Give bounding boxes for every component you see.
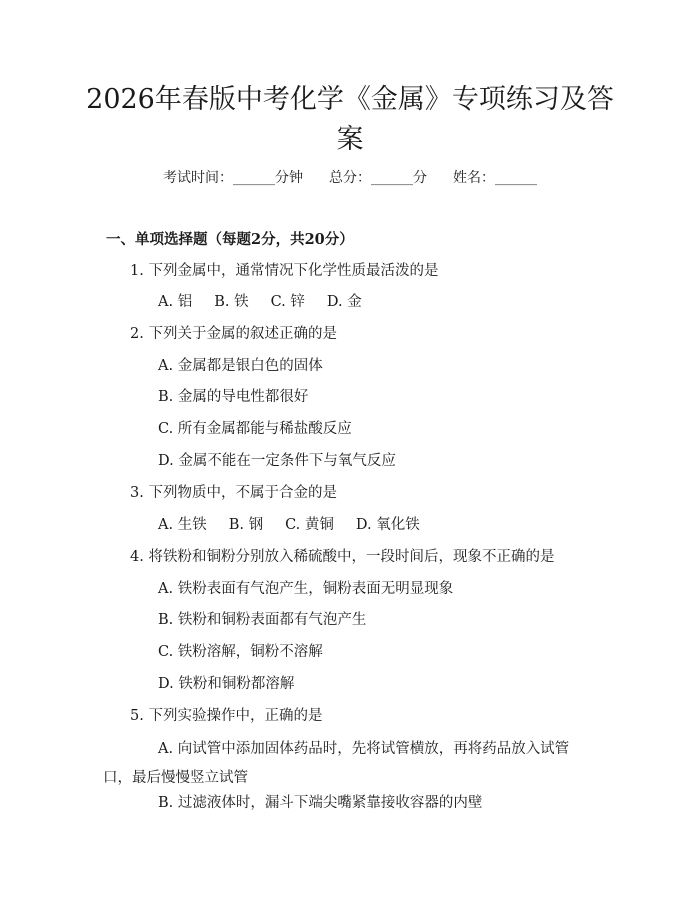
question-1-option-a: A. 铝 <box>158 294 193 310</box>
question-4-option-a: A. 铁粉表面有气泡产生，铜粉表面无明显现象 <box>158 581 454 597</box>
question-2-option-d: D. 金属不能在一定条件下与氧气反应 <box>158 453 396 469</box>
question-3-options <box>158 515 420 535</box>
question-1-stem: 1. 下列金属中，通常情况下化学性质最活泼的是 <box>130 263 439 279</box>
question-3-option-a: A. 生铁 <box>158 517 207 533</box>
question-2-option-b: B. 金属的导电性都很好 <box>158 389 309 405</box>
question-2-stem: 2. 下列关于金属的叙述正确的是 <box>130 326 337 342</box>
total-score-field: 总分：______分 <box>329 170 427 186</box>
question-3-option-c: C. 黄铜 <box>285 517 334 533</box>
exam-meta <box>0 168 700 188</box>
question-4-option-d: D. 铁粉和铜粉都溶解 <box>158 676 295 692</box>
question-1-option-c: C. 锌 <box>270 294 305 310</box>
question-2-option-a: A. 金属都是银白色的固体 <box>158 358 323 374</box>
question-4-option-b: B. 铁粉和铜粉表面都有气泡产生 <box>158 612 367 628</box>
exam-time-field: 考试时间：______分钟 <box>163 170 303 186</box>
question-1-option-b: B. 铁 <box>214 294 249 310</box>
question-5-option-a: A. 向试管中添加固体药品时，先将试管横放，再将药品放入试管口，最后慢慢竖立试管 <box>103 741 570 786</box>
section-heading: 一、单项选择题（每题2分，共20分） <box>106 231 354 248</box>
question-3-option-b: B. 钢 <box>228 517 264 533</box>
question-5-option-b: B. 过滤液体时，漏斗下端尖嘴紧靠接收容器的内壁 <box>158 795 483 811</box>
question-3-stem: 3. 下列物质中，不属于合金的是 <box>130 485 337 501</box>
document-title: 2026年春版中考化学《金属》专项练习及答案 <box>86 84 614 155</box>
name-field: 姓名：______ <box>453 170 537 186</box>
question-3-option-d: D. 氧化铁 <box>355 517 420 533</box>
question-5-stem: 5. 下列实验操作中，正确的是 <box>130 708 323 724</box>
question-1-option-d: D. 金 <box>326 294 362 310</box>
question-4-stem: 4. 将铁粉和铜粉分别放入稀硫酸中，一段时间后，现象不正确的是 <box>130 549 555 565</box>
question-4-option-c: C. 铁粉溶解，铜粉不溶解 <box>158 644 323 660</box>
question-1-options <box>158 292 362 312</box>
question-2-option-c: C. 所有金属都能与稀盐酸反应 <box>158 421 352 437</box>
